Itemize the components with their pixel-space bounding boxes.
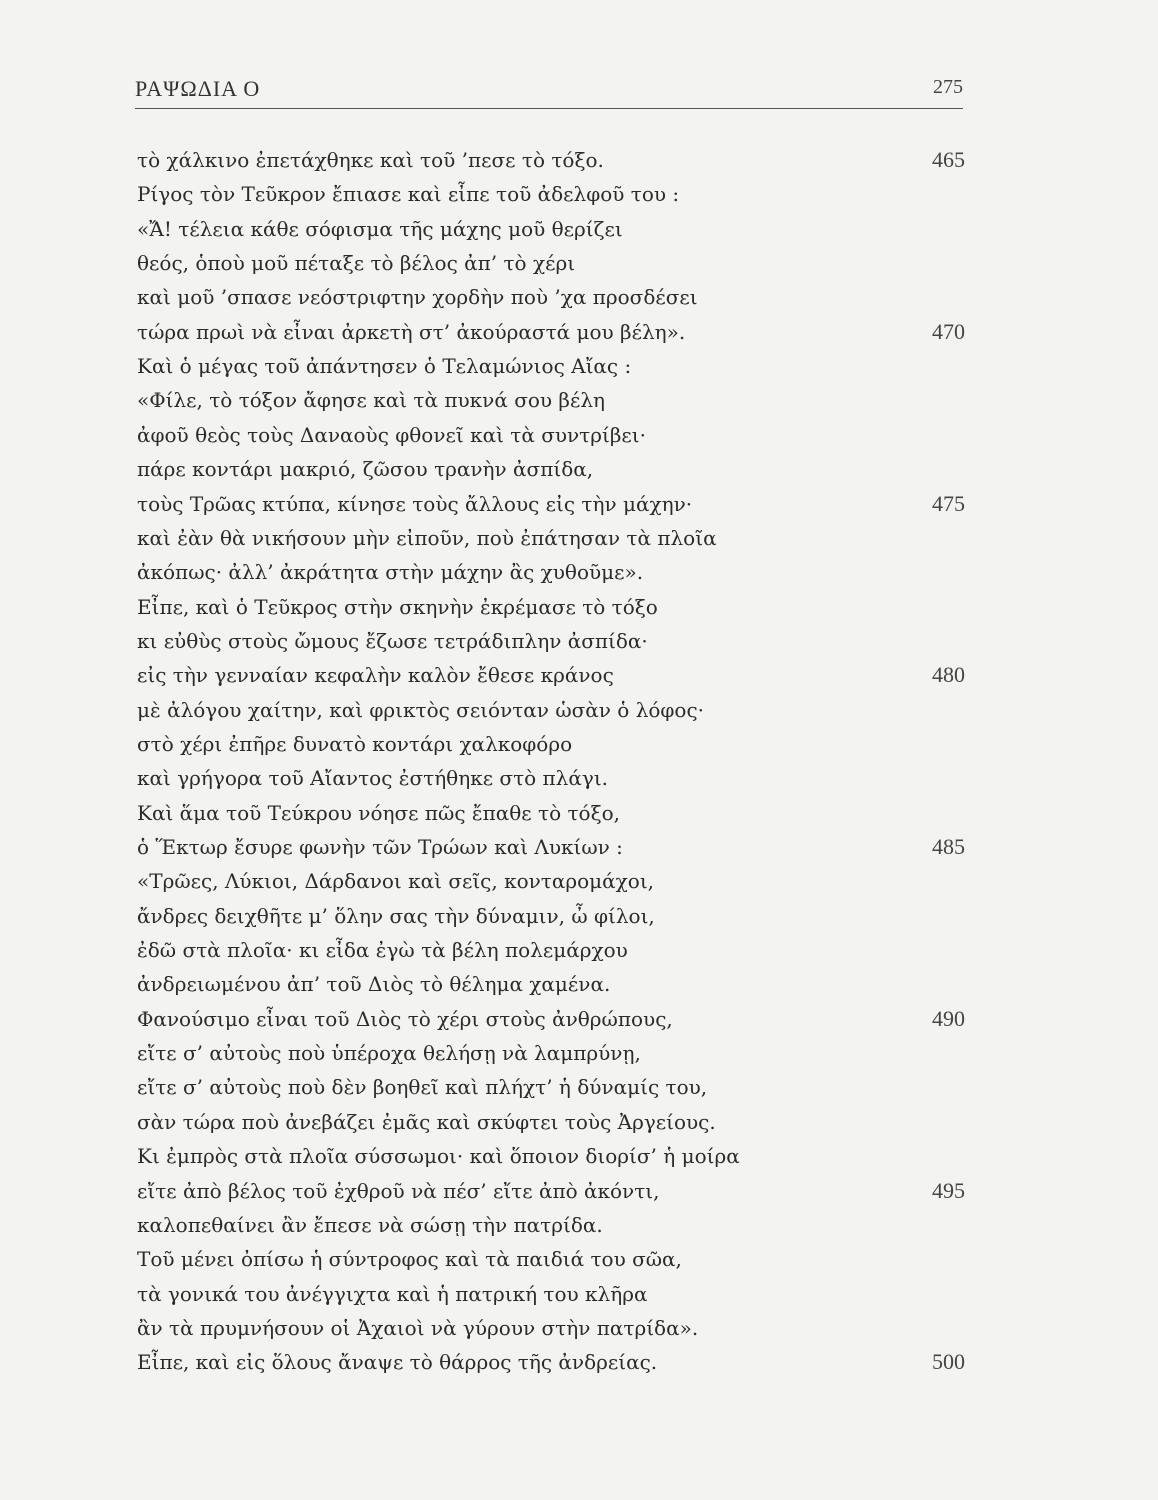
line-number [880, 796, 965, 830]
verse-line: πάρε κοντάρι μακριό, ζῶσου τρανὴν ἀσπίδα, [137, 457, 594, 481]
line-number [880, 212, 965, 246]
line-number: 500 [932, 1349, 965, 1374]
line-number [880, 624, 965, 658]
verse-line: Εἶπε, καὶ ὁ Τεῦκρος στὴν σκηνὴν ἐκρέμασε τὸ τόξο [137, 595, 658, 619]
line-number: 490 [932, 1006, 965, 1031]
line-number [880, 1311, 965, 1345]
verse-line: εἰς τὴν γενναίαν κεφαλὴν καλὸν ἔθεσε κράνος [137, 663, 614, 687]
verse-line: ἀνδρειωμένου ἀπ’ τοῦ Διὸς τὸ θέλημα χαμένα. [137, 972, 611, 996]
verse-line: καὶ ἐὰν θὰ νικήσουν μὴν εἰποῦν, ποὺ ἐπάτησαν τὰ πλοῖα [137, 526, 717, 550]
line-number [880, 418, 965, 452]
line-number [880, 1208, 965, 1242]
verse-line: τὸ χάλκινο ἐπετάχθηκε καὶ τοῦ ’πεσε τὸ τόξο. [137, 148, 604, 172]
line-number [880, 693, 965, 727]
verse-line: Καὶ ἅμα τοῦ Τεύκρου νόησε πῶς ἔπαθε τὸ τόξο, [137, 801, 620, 825]
verse-line: «Ἄ! τέλεια κάθε σόφισμα τῆς μάχης μοῦ θερίζει [137, 217, 623, 241]
verse-line: εἴτε ἀπὸ βέλος τοῦ ἐχθροῦ νὰ πέσ’ εἴτε ἀπὸ ἀκόντι, [137, 1179, 660, 1203]
verse-line: ὁ Ἕκτωρ ἔσυρε φωνὴν τῶν Τρώων καὶ Λυκίων : [137, 835, 623, 859]
line-number [880, 521, 965, 555]
verse-line: Φανούσιμο εἶναι τοῦ Διὸς τὸ χέρι στοὺς ἀνθρώπους, [137, 1007, 673, 1031]
verse-line: Εἶπε, καὶ εἰς ὅλους ἄναψε τὸ θάρρος τῆς ἀνδρείας. [137, 1350, 658, 1374]
verse-line: τώρα πρωὶ νὰ εἶναι ἀρκετὴ στ’ ἀκούραστά μου βέλη». [137, 320, 686, 344]
page-number: 275 [933, 76, 963, 98]
verse-line: ἀφοῦ θεὸς τοὺς Δαναοὺς φθονεῖ καὶ τὰ συντρίβει· [137, 423, 646, 447]
line-number [880, 761, 965, 795]
line-number [880, 1277, 965, 1311]
verse-line: μὲ ἀλόγου χαίτην, καὶ φρικτὸς σειόνταν ὡσὰν ὁ λόφος· [137, 698, 705, 722]
verse-line: καὶ μοῦ ’σπασε νεόστριφτην χορδὴν ποὺ ’χα προσδέσει [137, 285, 698, 309]
line-number: 480 [932, 662, 965, 687]
verse-line: καὶ γρήγορα τοῦ Αἴαντος ἐστήθηκε στὸ πλάγι. [137, 766, 609, 790]
line-number [880, 452, 965, 486]
verse-line: «Φίλε, τὸ τόξον ἄφησε καὶ τὰ πυκνά σου βέλη [137, 388, 605, 412]
book-title: ΡΑΨΩΔΙΑ Ο [135, 76, 261, 101]
verse-line: ἀκόπως· ἀλλ’ ἀκράτητα στὴν μάχην ἂς χυθοῦμε». [137, 560, 644, 584]
line-number [880, 899, 965, 933]
verse-line: ἂν τὰ πρυμνήσουν οἱ Ἀχαιοὶ νὰ γύρουν στὴν πατρίδα». [137, 1316, 699, 1340]
line-number [880, 177, 965, 211]
line-number [880, 1105, 965, 1139]
line-number [880, 246, 965, 280]
line-number [880, 280, 965, 314]
verse-line: σὰν τώρα ποὺ ἀνεβάζει ἐμᾶς καὶ σκύφτει τοὺς Ἀργείους. [137, 1110, 716, 1134]
verse-line: Κι ἐμπρὸς στὰ πλοῖα σύσσωμοι· καὶ ὅποιον διορίσ’ ἡ μοίρα [137, 1144, 740, 1168]
verse-line: «Τρῶες, Λύκιοι, Δάρδανοι καὶ σεῖς, κονταρομάχοι, [137, 869, 655, 893]
verse-line: θεός, ὁποὺ μοῦ πέταξε τὸ βέλος ἀπ’ τὸ χέρι [137, 251, 576, 275]
verse-line: εἴτε σ’ αὐτοὺς ποὺ δὲν βοηθεῖ καὶ πλήχτ’ ἡ δύναμίς του, [137, 1075, 708, 1099]
verse-line: κι εὐθὺς στοὺς ὤμους ἔζωσε τετράδιπλην ἀσπίδα· [137, 629, 648, 653]
line-number [880, 349, 965, 383]
line-number: 465 [932, 147, 965, 172]
verse-line: στὸ χέρι ἐπῆρε δυνατὸ κοντάρι χαλκοφόρο [137, 732, 573, 756]
line-number [880, 1036, 965, 1070]
line-number [880, 1139, 965, 1173]
header-rule [135, 108, 963, 109]
verse-line: τὰ γονικά του ἀνέγγιχτα καὶ ἡ πατρική του κλῆρα [137, 1282, 648, 1306]
verse-line: ἄνδρες δειχθῆτε μ’ ὅλην σας τὴν δύναμιν, ὦ φίλοι, [137, 904, 655, 928]
line-number [880, 1070, 965, 1104]
verse-line: Ρίγος τὸν Τεῦκρον ἔπιασε καὶ εἶπε τοῦ ἀδελφοῦ του : [137, 182, 680, 206]
line-number [880, 555, 965, 589]
line-number [880, 933, 965, 967]
line-number [880, 590, 965, 624]
line-number: 475 [932, 491, 965, 516]
line-number [880, 1242, 965, 1276]
line-number [880, 727, 965, 761]
verse-line: εἴτε σ’ αὐτοὺς ποὺ ὑπέροχα θελήσῃ νὰ λαμπρύνῃ, [137, 1041, 641, 1065]
verse-line: Καὶ ὁ μέγας τοῦ ἀπάντησεν ὁ Τελαμώνιος Αἴας : [137, 354, 632, 378]
line-number [880, 864, 965, 898]
line-number: 485 [932, 834, 965, 859]
running-head [135, 76, 963, 106]
line-number: 470 [932, 319, 965, 344]
verse-line: τοὺς Τρῶας κτύπα, κίνησε τοὺς ἄλλους εἰς τὴν μάχην· [137, 492, 693, 516]
line-number [880, 383, 965, 417]
verse-line: ἐδῶ στὰ πλοῖα· κι εἶδα ἐγὼ τὰ βέλη πολεμάρχου [137, 938, 628, 962]
verse-line: Τοῦ μένει ὀπίσω ἡ σύντροφος καὶ τὰ παιδιά του σῶα, [137, 1247, 682, 1271]
line-number [880, 967, 965, 1001]
verse-line: καλοπεθαίνει ἂν ἔπεσε νὰ σώσῃ τὴν πατρίδα. [137, 1213, 603, 1237]
line-number: 495 [932, 1178, 965, 1203]
